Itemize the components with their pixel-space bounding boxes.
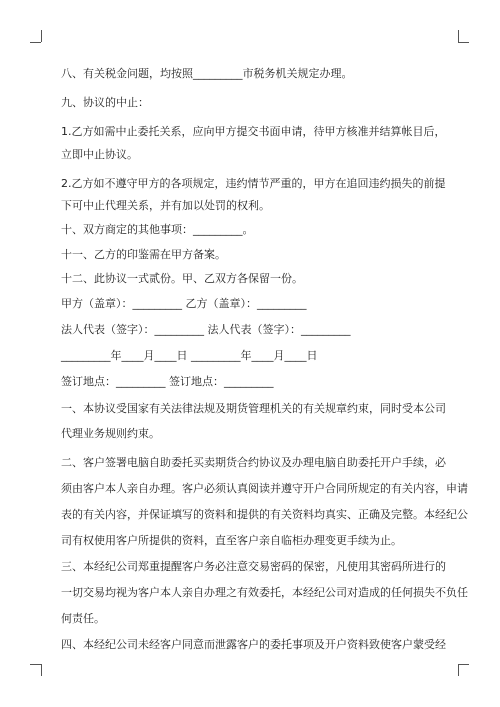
- clause-9-2-line-2: 下可中止代理关系，并有加以处罚的权利。: [61, 199, 270, 212]
- signature-date: _________年____月____日 _________年____月____日: [61, 349, 318, 362]
- clause-10-other: 十、双方商定的其他事项：_________。: [61, 223, 254, 236]
- article-3-line-1: 三、本经纪公司郑重提醒客户务必注意交易密码的保密，凡使用其密码所进行的: [61, 560, 446, 573]
- signature-place: 签订地点：_________ 签订地点：_________: [61, 375, 274, 388]
- article-2-line-4: 司有权使用客户所提供的资料，直至客户亲自临柜办理变更手续为止。: [61, 534, 402, 547]
- article-2-line-3: 表的有关内容，并保证填写的资料和提供的有关资料均真实、正确及完整。本经纪公: [61, 508, 468, 521]
- clause-12-copies: 十二、此协议一式贰份。甲、乙双方各保留一份。: [61, 272, 303, 285]
- article-2-line-2: 须由客户本人亲自办理。客户必须认真阅读并遵守开户合同所规定的有关内容，申请: [61, 482, 468, 495]
- signature-party-seal: 甲方（盖章）：_________ 乙方（盖章）：_________: [61, 297, 307, 310]
- clause-9-1-line-1: 1.乙方如需中止委托关系，应向甲方提交书面申请，待甲方核准并结算帐目后，: [61, 125, 446, 138]
- clause-9-1-line-2: 立即中止协议。: [61, 148, 138, 161]
- clause-8-tax: 八、有关税金问题，均按照_________市税务机关规定办理。: [61, 67, 353, 80]
- article-2-line-1: 二、客户签署电脑自助委托买卖期货合约协议及办理电脑自助委托开户手续，必: [61, 456, 446, 469]
- clause-11-seal: 十一、乙方的印鉴需在甲方备案。: [61, 248, 226, 261]
- article-1-line-1: 一、本协议受国家有关法律法规及期货管理机关的有关规章约束，同时受本公司: [61, 402, 446, 415]
- clause-9-2-line-1: 2.乙方如不遵守甲方的各项规定，违约情节严重的，甲方在追回违约损失的前提: [61, 177, 446, 190]
- article-4-line-1: 四、本经纪公司未经客户同意而泄露客户的委托事项及开户资料致使客户蒙受经: [61, 638, 446, 651]
- clause-9-heading: 九、协议的中止：: [61, 96, 149, 109]
- article-3-line-3: 何责任。: [61, 612, 105, 625]
- signature-legal-rep: 法人代表（签字）：_________ 法人代表（签字）：_________: [61, 323, 351, 336]
- article-3-line-2: 一切交易均视为客户本人亲自办理之有效委托，本经纪公司对造成的任何损失不负任: [61, 586, 468, 599]
- article-1-line-2: 代理业务规则约束。: [61, 427, 160, 440]
